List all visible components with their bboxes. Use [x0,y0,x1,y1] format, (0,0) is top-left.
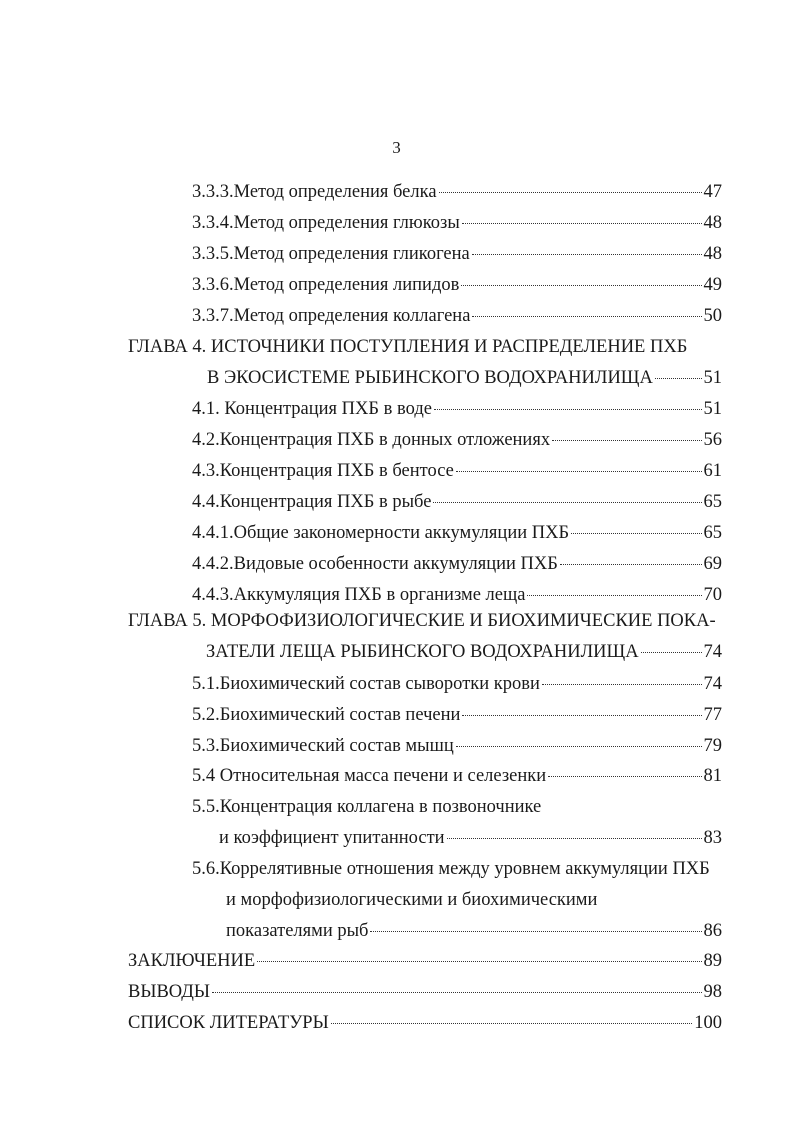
toc-entry-page: 65 [703,492,722,512]
toc-entry[interactable] [207,367,722,389]
toc-leader-dots [552,440,701,441]
toc-entry-page: 65 [703,523,722,543]
toc-entry[interactable] [192,429,722,451]
toc-leader-dots [527,595,701,596]
toc-entry[interactable] [226,920,722,942]
toc-entry-title: 3.3.3.Метод определения белка [192,182,437,202]
toc-entry-title: СПИСОК ЛИТЕРАТУРЫ [128,1013,329,1033]
toc-entry-title: 5.3.Биохимический состав мышц [192,736,454,756]
toc-entry-title: 4.4.2.Видовые особенности аккумуляции ПХБ [192,554,558,574]
toc-entry-page: 47 [703,182,722,202]
toc-entry-page: 86 [703,921,722,941]
toc-entry-page: 89 [703,951,722,971]
toc-entry-page: 56 [703,430,722,450]
toc-entry[interactable] [192,584,722,606]
toc-entry-title: 3.3.7.Метод определения коллагена [192,306,471,326]
toc-leader-dots [370,931,701,932]
toc-entry[interactable] [192,398,722,420]
toc-entry-title: 4.1. Концентрация ПХБ в воде [192,399,432,419]
toc-leader-dots [439,192,702,193]
toc-entry[interactable] [192,305,722,327]
toc-entry-title: 4.4.Концентрация ПХБ в рыбе [192,492,432,512]
toc-entry-title: показателями рыб [226,921,369,941]
toc-entry-page: 50 [703,306,722,326]
toc-entry[interactable] [192,673,722,695]
toc-entry-title: ЗАКЛЮЧЕНИЕ [128,951,256,971]
toc-entry-page: 83 [703,828,722,848]
toc-entry-page: 70 [703,585,722,605]
toc-entry-page: 51 [703,368,722,388]
toc-entry[interactable] [192,704,722,726]
toc-leader-dots [433,502,701,503]
toc-leader-dots [641,652,702,653]
toc-entry-title: 3.3.6.Метод определения липидов [192,275,460,295]
toc-leader-dots [456,746,702,747]
toc-leader-dots [462,223,702,224]
toc-entry[interactable] [192,491,722,513]
toc-leader-dots [655,378,702,379]
toc-entry-page: 98 [703,982,722,1002]
toc-entry-title: 4.2.Концентрация ПХБ в донных отложениях [192,430,551,450]
toc-leader-dots [548,776,701,777]
toc-entry[interactable] [192,765,722,787]
chapter-5-heading: ГЛАВА 5. МОРФОФИЗИОЛОГИЧЕСКИЕ И БИОХИМИЧЕСКИЕ ПОКА- [128,611,716,631]
toc-entry-title: В ЭКОСИСТЕМЕ РЫБИНСКОГО ВОДОХРАНИЛИЩА [207,368,653,388]
toc-entry[interactable] [192,735,722,757]
chapter-4-heading: ГЛАВА 4. ИСТОЧНИКИ ПОСТУПЛЕНИЯ И РАСПРЕДЕЛЕНИЕ ПХБ [128,337,688,357]
toc-leader-dots [472,254,702,255]
toc-entry-title: ЗАТЕЛИ ЛЕЩА РЫБИНСКОГО ВОДОХРАНИЛИЩА [206,642,639,662]
toc-leader-dots [331,1023,693,1024]
toc-leader-dots [462,715,701,716]
toc-entry-title-line1: 5.5.Концентрация коллагена в позвоночнике [192,797,542,817]
toc-entry[interactable] [192,274,722,296]
toc-entry[interactable] [128,1012,722,1034]
toc-entry-title-line2: и морфофизиологическими и биохимическими [226,890,598,910]
toc-entry-title: 4.4.3.Аккумуляция ПХБ в организме леща [192,585,526,605]
toc-entry-page: 79 [703,736,722,756]
toc-entry-title: 5.1.Биохимический состав сыворотки крови [192,674,540,694]
toc-leader-dots [456,471,702,472]
toc-leader-dots [571,533,701,534]
toc-entry[interactable] [192,553,722,575]
toc-entry-title: 5.2.Биохимический состав печени [192,705,461,725]
toc-entry-page: 74 [703,674,722,694]
toc-leader-dots [212,992,701,993]
toc-entry-title-line1: 5.6.Коррелятивные отношения между уровнем аккумуляции ПХБ [192,859,710,879]
toc-entry-title: 5.4 Относительная масса печени и селезенки [192,766,547,786]
toc-entry-page: 77 [703,705,722,725]
page-number: 3 [392,138,401,157]
toc-leader-dots [447,838,702,839]
toc-entry[interactable] [192,212,722,234]
toc-entry-page: 74 [703,642,722,662]
toc-entry-page: 81 [703,766,722,786]
toc-entry-page: 100 [694,1013,722,1033]
toc-leader-dots [461,285,701,286]
toc-entry[interactable] [192,522,722,544]
toc-entry[interactable] [192,243,722,265]
toc-entry-page: 61 [703,461,722,481]
toc-entry[interactable] [128,981,722,1003]
toc-entry-title: ВЫВОДЫ [128,982,211,1002]
toc-entry-page: 48 [703,213,722,233]
toc-entry-page: 49 [703,275,722,295]
toc-entry[interactable] [219,827,722,849]
toc-entry-title: и коэффициент упитанности [219,828,445,848]
toc-leader-dots [560,564,702,565]
toc-entry-title: 4.4.1.Общие закономерности аккумуляции ПХБ [192,523,570,543]
toc-leader-dots [434,409,702,410]
toc-entry-title: 4.3.Концентрация ПХБ в бентосе [192,461,454,481]
toc-leader-dots [472,316,701,317]
toc-entry[interactable] [206,641,722,663]
toc-entry[interactable] [192,181,722,203]
toc-leader-dots [542,684,702,685]
toc-entry-page: 51 [703,399,722,419]
toc-entry[interactable] [128,950,722,972]
toc-entry-title: 3.3.5.Метод определения гликогена [192,244,470,264]
toc-entry-title: 3.3.4.Метод определения глюкозы [192,213,460,233]
toc-leader-dots [257,961,701,962]
toc-entry[interactable] [192,460,722,482]
toc-entry-page: 48 [703,244,722,264]
toc-entry-page: 69 [703,554,722,574]
